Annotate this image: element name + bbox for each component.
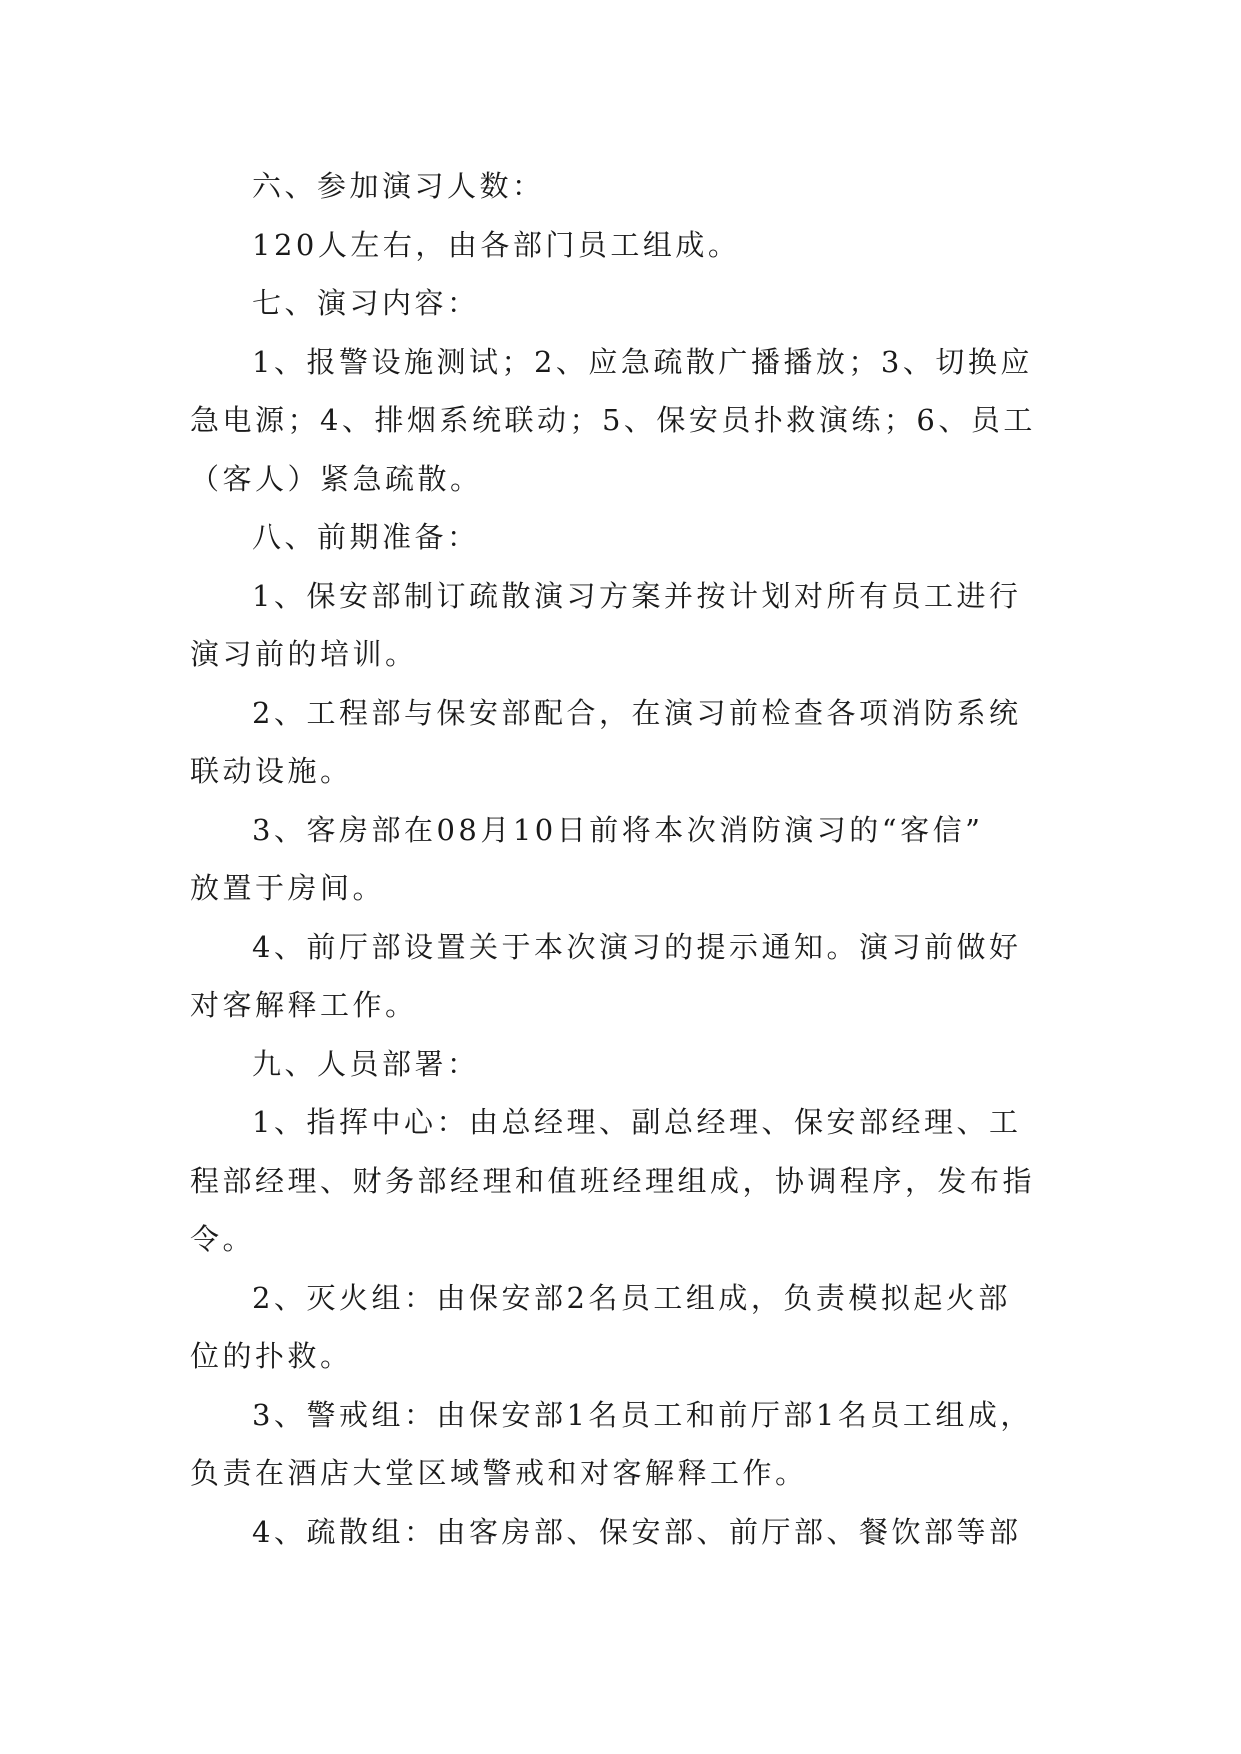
text-line: 1、指挥中心：由总经理、副总经理、保安部经理、工: [252, 1105, 1022, 1139]
document-body: [190, 157, 1061, 1561]
text-line: 3、警戒组：由保安部1名员工和前厅部1名员工组成，: [252, 1397, 1033, 1432]
text-line: 3、客房部在08月10日前将本次消防演习的“客信”: [252, 812, 984, 847]
text-line: 4、疏散组：由客房部、保安部、前厅部、餐饮部等部: [252, 1514, 1022, 1549]
heading-staffing: 九、人员部署：: [252, 1046, 480, 1081]
text-line: 急电源；4、排烟系统联动；5、保安员扑救演练；6、员工: [190, 403, 1036, 437]
heading-drill-content: 七、演习内容：: [252, 286, 480, 320]
text-line: 程部经理、财务部经理和值班经理组成，协调程序，发布指: [190, 1163, 1036, 1198]
text-line: 1、报警设施测试；2、应急疏散广播播放；3、切换应: [252, 344, 1033, 379]
text-line: 位的扑救。: [190, 1339, 353, 1373]
text-line: 放置于房间。: [190, 871, 386, 905]
text-line: 1、保安部制订疏散演习方案并按计划对所有员工进行: [252, 578, 1022, 613]
text-line: （客人）紧急疏散。: [190, 461, 483, 496]
text-line: 120人左右，由各部门员工组成。: [252, 227, 741, 262]
heading-participants: 六、参加演习人数：: [252, 169, 545, 203]
text-line: 2、灭火组：由保安部2名员工组成，负责模拟起火部: [252, 1280, 1011, 1315]
heading-preparation: 八、前期准备：: [252, 520, 480, 554]
text-line: 负责在酒店大堂区域警戒和对客解释工作。: [190, 1456, 808, 1490]
text-line: 对客解释工作。: [190, 988, 418, 1022]
text-line: 演习前的培训。: [190, 637, 418, 671]
text-line: 令。: [190, 1222, 256, 1256]
text-line: 4、前厅部设置关于本次演习的提示通知。演习前做好: [252, 929, 1022, 964]
text-line: 2、工程部与保安部配合，在演习前检查各项消防系统: [252, 695, 1022, 730]
text-line: 联动设施。: [190, 754, 353, 788]
